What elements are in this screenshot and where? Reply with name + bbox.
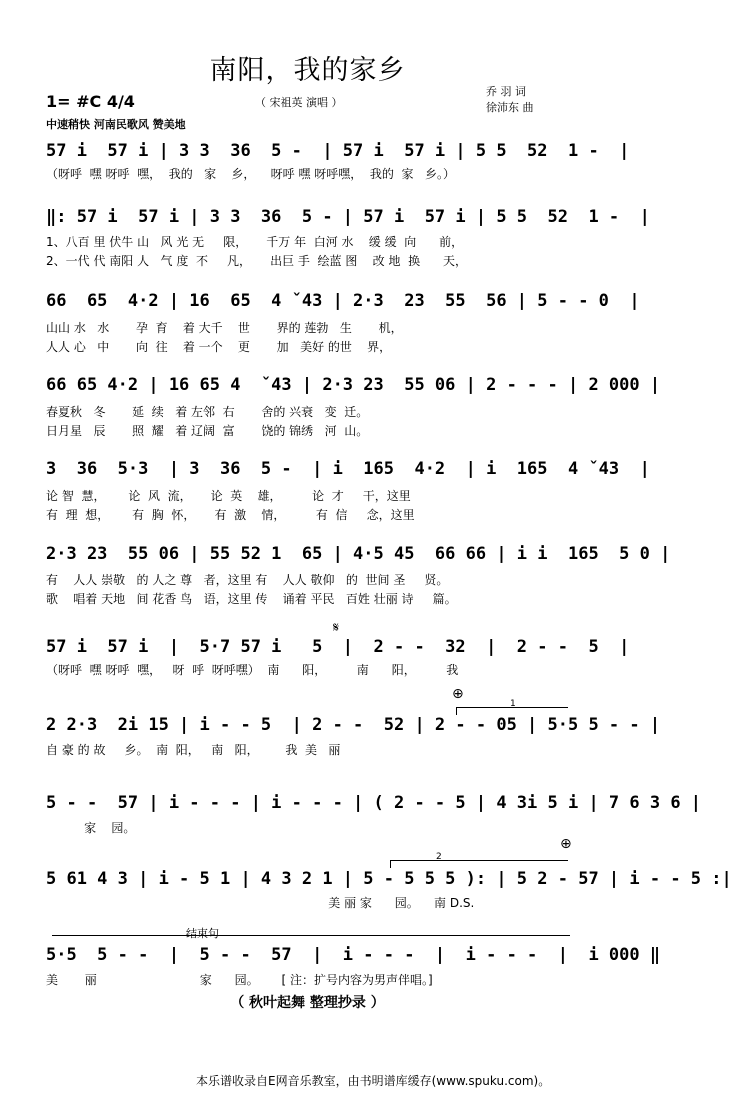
notation-line-10: 5 61 4 3 | i - 5 1 | 4 3 2 1 | 5 - 5 5 5 ): | 5 2 - 57 | i - - 5 :| [46, 869, 732, 889]
lyric-line-4-2: 日月星 辰 照 耀 着 辽阔 富 饶的 锦绣 河 山。 [46, 424, 369, 438]
notation-line-5: 3 36 5·3 | 3 36 5 - | i 165 4·2 | i 165 4 ˇ43 | [46, 459, 650, 479]
lyric-line-9-1: 家 园。 [46, 821, 136, 835]
notation-line-3: 66 65 4·2 | 16 65 4 ˇ43 | 2·3 23 55 56 | 5 - - 0 | [46, 291, 640, 311]
lyric-line-3-1: 山山 水 水 孕 育 着 大千 世 界的 莲勃 生 机， [46, 321, 403, 335]
lyric-line-6-1: 有 人人 崇敬 的 人之 尊 者，这里 有 人人 敬仰 的 世间 圣 贤。 [46, 573, 449, 587]
second-ending-bracket [390, 860, 568, 861]
segno-mark: 𝄋 [333, 620, 340, 636]
lyric-line-11-1: 美 丽 家 园。 [ 注：扩号内容为男声伴唱。] [46, 973, 433, 987]
notation-line-6: 2·3 23 55 06 | 55 52 1 65 | 4·5 45 66 66 | i i 165 5 0 | [46, 544, 671, 564]
notation-line-4: 66 65 4·2 | 16 65 4 ˇ43 | 2·3 23 55 06 | 2 - - - | 2 000 | [46, 375, 661, 395]
lyric-line-8-1: 自 豪 的 故 乡。 南 阳， 南 阳， 我 美 丽 [46, 743, 341, 757]
notation-line-11: 5·5 5 - - | 5 - - 57 | i - - - | i - - - | i 000 ‖ [46, 945, 661, 965]
lyricist-credit: 乔 羽 词 [486, 85, 526, 98]
ending-phrase-label: 结束句 [186, 927, 219, 940]
lyric-line-7-1: （呀呼 嘿 呀呼 嘿， 呀 呼 呀呼嘿） 南 阳， 南 阳， 我 [46, 663, 459, 677]
second-ending-label: 2 [436, 852, 442, 862]
lyric-line-6-2: 歌 唱着 天地 间 花香 鸟 语，这里 传 诵着 平民 百姓 壮丽 诗 篇。 [46, 592, 457, 606]
lyric-line-3-2: 人人 心 中 向 往 着 一个 更 加 美好 的世 界， [46, 340, 392, 354]
key-signature: 1= #C 4/4 [46, 92, 135, 111]
notation-line-7: 57 i 57 i | 5·7 57 i 5 | 2 - - 32 | 2 - - 5 | [46, 637, 630, 657]
lyric-line-4-1: 春夏秋 冬 延 续 着 左邻 右 舍的 兴衰 变 迁。 [46, 405, 369, 419]
notation-line-8: 2 2·3 2i 15 | i - - 5 | 2 - - 52 | 2 - - 05 | 5·5 5 - - | [46, 715, 661, 735]
singer-credit: （ 宋祖英 演唱 ） [255, 96, 343, 109]
lyric-line-2-2: 2、一代 代 南阳 人 气 度 不 凡， 出巨 手 绘蓝 图 改 地 换 天， [46, 254, 467, 268]
lyric-line-5-2: 有 理 想， 有 胸 怀， 有 激 情， 有 信 念，这里 [46, 508, 415, 522]
source-note: 本乐谱收录自E网音乐教室，由书明谱库缓存(www.spuku.com)。 [196, 1074, 551, 1088]
lyric-line-2-1: 1、八百 里 伏牛 山 风 光 无 限， 千万 年 白河 水 缓 缓 向 前， [46, 235, 464, 249]
composer-credit: 徐沛东 曲 [486, 101, 534, 114]
tempo-marking: 中速稍快 河南民歌风 赞美地 [46, 118, 186, 131]
ending-phrase-bracket [52, 935, 570, 936]
transcriber-credit: （ 秋叶起舞 整理抄录 ） [230, 995, 385, 1011]
first-ending-label: 1 [510, 699, 516, 709]
notation-line-2: ‖: 57 i 57 i | 3 3 36 5 - | 57 i 57 i | 5 5 52 1 - | [46, 207, 650, 227]
notation-line-9: 5 - - 57 | i - - - | i - - - | ( 2 - - 5 | 4 3i 5 i | 7 6 3 6 | [46, 793, 702, 813]
coda-mark: ⊕ [452, 686, 464, 702]
lyric-line-5-1: 论 智 慧， 论 风 流， 论 英 雄， 论 才 干，这里 [46, 489, 411, 503]
lyric-line-10-1: 美 丽 家 园。 南 D.S. [46, 896, 475, 910]
coda-mark-2: ⊕ [560, 836, 572, 852]
song-title: 南阳，我的家乡 [209, 55, 406, 86]
lyric-line-1-1: （呀呼 嘿 呀呼 嘿， 我的 家 乡， 呀呼 嘿 呀呼嘿， 我的 家 乡。） [46, 167, 455, 181]
notation-line-1: 57 i 57 i | 3 3 36 5 - | 57 i 57 i | 5 5 52 1 - | [46, 141, 630, 161]
